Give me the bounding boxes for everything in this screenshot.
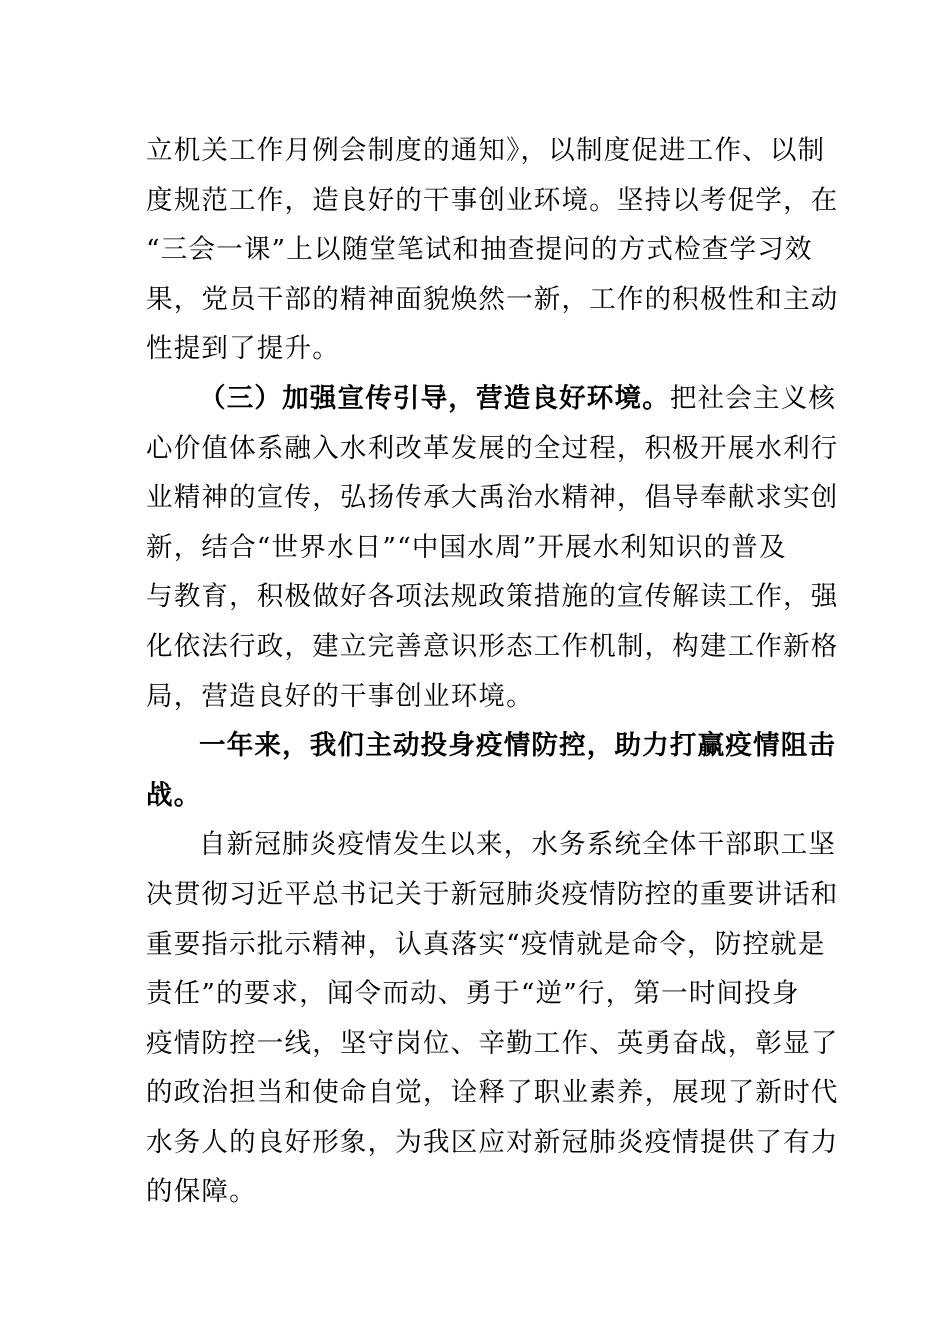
text-line: 心价值体系融入水利改革发展的全过程，积极开展水利行 — [146, 432, 839, 464]
text-line-first: 自新冠肺炎疫情发生以来，水务系统全体干部职工坚 — [199, 829, 837, 861]
text-line: 重要指示批示精神，认真落实“疫情就是命令，防控就是 — [146, 928, 826, 960]
text-line: 新，结合“世界水日”“中国水周”开展水利知识的普及 — [146, 531, 787, 563]
paragraph-publicity-guidance — [146, 374, 839, 721]
text-line: 水务人的良好形象，为我区应对新冠肺炎疫情提供了有力 — [146, 1126, 839, 1158]
text-line: 业精神的宣传，弘扬传承大禹治水精神，倡导奉献求实创 — [146, 482, 839, 514]
section-heading-three: （三）加强宣传引导，营造良好环境。 — [199, 382, 670, 414]
text-line: 果，党员干部的精神面貌焕然一新，工作的积极性和主动 — [146, 283, 839, 315]
text-line-first — [146, 374, 837, 424]
text-line: 疫情防控一线，坚守岗位、辛勤工作、英勇奋战，彰显了 — [146, 1027, 839, 1059]
heading-line: 战。 — [146, 779, 202, 811]
text-line: “三会一课”上以随堂笔试和抽查提问的方式检查学习效 — [146, 234, 813, 266]
text-line: 度规范工作，造良好的干事创业环境。坚持以考促学，在 — [146, 184, 839, 216]
paragraph-institution-rules — [146, 126, 839, 374]
text-line: 与教育，积极做好各项法规政策措施的宣传解读工作，强 — [146, 581, 839, 613]
text-line: 局，营造良好的干事创业环境。 — [146, 680, 534, 712]
text-line: 责任”的要求，闻令而动、勇于“逆”行，第一时间投身 — [146, 978, 800, 1010]
text-line: 立机关工作月例会制度的通知》，以制度促进工作、以制 — [146, 135, 826, 166]
text-line: 性提到了提升。 — [146, 333, 340, 365]
paragraph-epidemic-response — [146, 820, 839, 1217]
paragraph-epidemic-heading — [146, 721, 837, 820]
document-page — [146, 126, 839, 1217]
text-run: 把社会主义核 — [669, 382, 837, 414]
heading-line: 一年来，我们主动投身疫情防控，助力打赢疫情阻击 — [199, 730, 837, 762]
text-line: 决贯彻习近平总书记关于新冠肺炎疫情防控的重要讲话和 — [146, 878, 839, 910]
text-line: 的政治担当和使命自觉，诠释了职业素养，展现了新时代 — [146, 1077, 839, 1109]
text-line: 化依法行政，建立完善意识形态工作机制，构建工作新格 — [146, 630, 839, 662]
text-line: 的保障。 — [146, 1176, 257, 1208]
